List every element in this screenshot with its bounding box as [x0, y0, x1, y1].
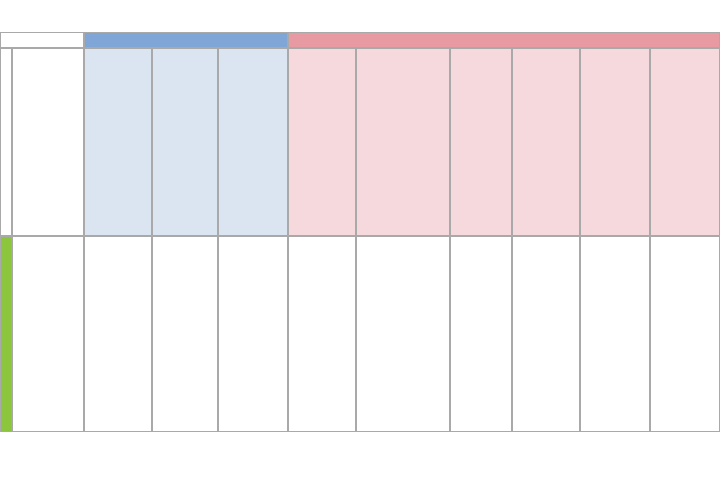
page-title	[0, 6, 720, 28]
blank-side-cell	[0, 48, 12, 236]
header-col-8	[580, 48, 650, 236]
row-cell-3	[218, 236, 288, 432]
header-col-4	[288, 48, 356, 236]
header-corner	[12, 48, 84, 236]
row-label	[12, 236, 84, 432]
header-col-9	[650, 48, 720, 236]
blank-band-cell	[0, 32, 84, 48]
header-col-2	[152, 48, 218, 236]
header-col-7	[512, 48, 580, 236]
row-cell-5	[356, 236, 450, 432]
header-col-6	[450, 48, 512, 236]
header-col-5	[356, 48, 450, 236]
header-col-1	[84, 48, 152, 236]
row-cell-6	[450, 236, 512, 432]
row-cell-1	[84, 236, 152, 432]
row-cell-2	[152, 236, 218, 432]
row-cell-7	[512, 236, 580, 432]
row-cell-8	[580, 236, 650, 432]
header-col-3	[218, 48, 288, 236]
row-cell-9	[650, 236, 720, 432]
blue-group-band	[84, 32, 288, 48]
row-side-label	[0, 236, 12, 432]
row-cell-4	[288, 236, 356, 432]
red-group-band	[288, 32, 720, 48]
